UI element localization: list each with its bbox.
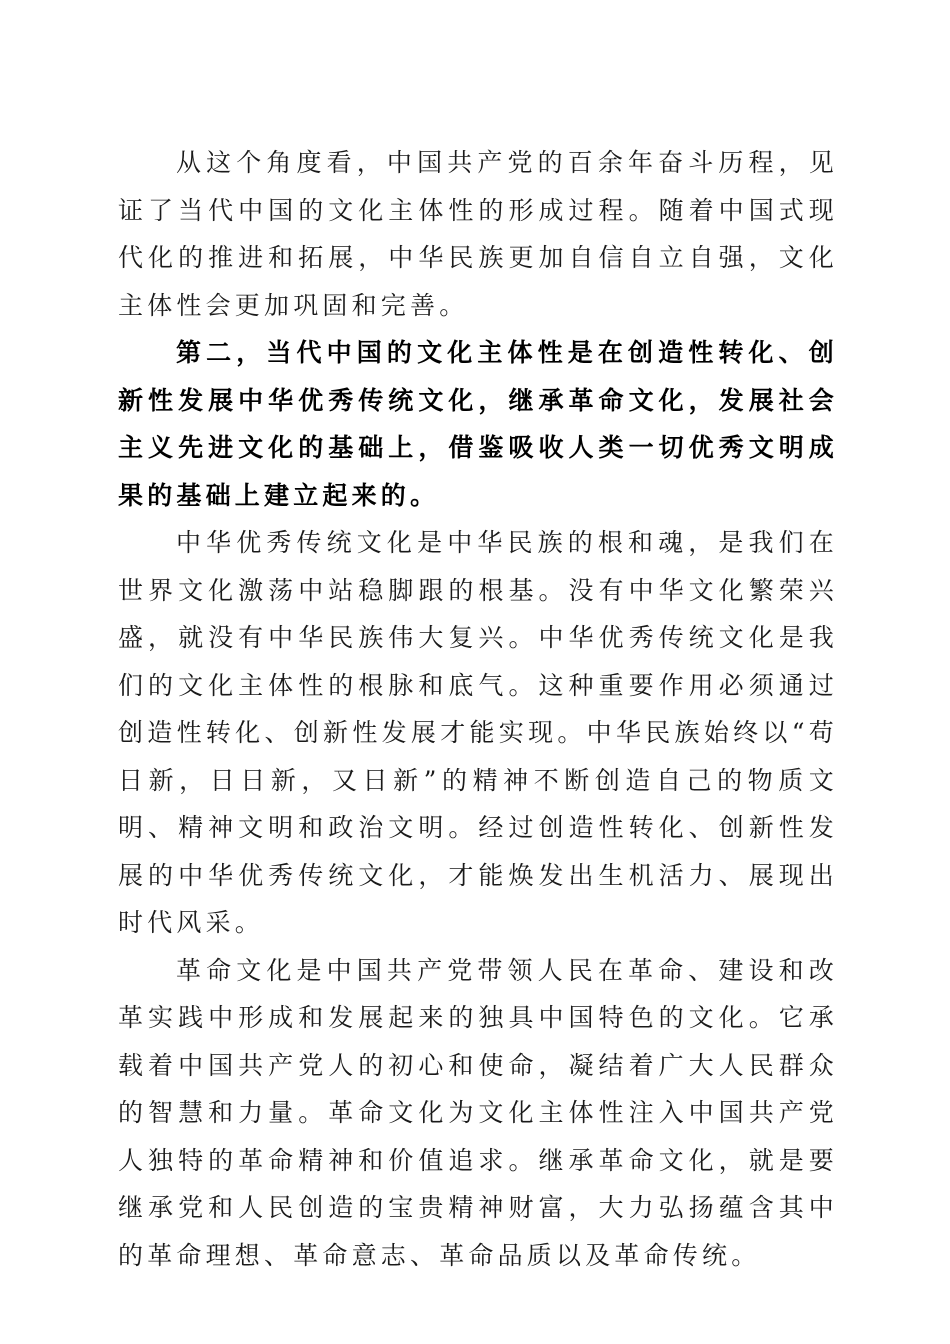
paragraph-3: 中华优秀传统文化是中华民族的根和魂，是我们在世界文化激荡中站稳脚跟的根基。没有中华文化繁荣兴盛，就没有中华民族伟大复兴。中华优秀传统文化是我们的文化主体性的根脉和底气。这种重要作用必须通过创造性转化、创新性发展才能实现。中华民族始终以“苟日新，日日新，又日新”的精神不断创造自己的物质文明、精神文明和政治文明。经过创造性转化、创新性发展的中华优秀传统文化，才能焕发出生机活力、展现出时代风采。 — [118, 528, 838, 937]
paragraph-1: 从这个角度看，中国共产党的百余年奋斗历程，见证了当代中国的文化主体性的形成过程。随着中国式现代化的推进和拓展，中华民族更加自信自立自强，文化主体性会更加巩固和完善。 — [118, 148, 838, 320]
document-body — [118, 139, 838, 1279]
paragraph-2-emphasis: 第二，当代中国的文化主体性是在创造性转化、创新性发展中华优秀传统文化，继承革命文化，发展社会主义先进文化的基础上，借鉴吸收人类一切优秀文明成果的基础上建立起来的。 — [118, 338, 838, 510]
paragraph-4: 革命文化是中国共产党带领人民在革命、建设和改革实践中形成和发展起来的独具中国特色的文化。它承载着中国共产党人的初心和使命，凝结着广大人民群众的智慧和力量。革命文化为文化主体性注入中国共产党人独特的革命精神和价值追求。继承革命文化，就是要继承党和人民创造的宝贵精神财富，大力弘扬蕴含其中的革命理想、革命意志、革命品质以及革命传统。 — [118, 955, 838, 1270]
